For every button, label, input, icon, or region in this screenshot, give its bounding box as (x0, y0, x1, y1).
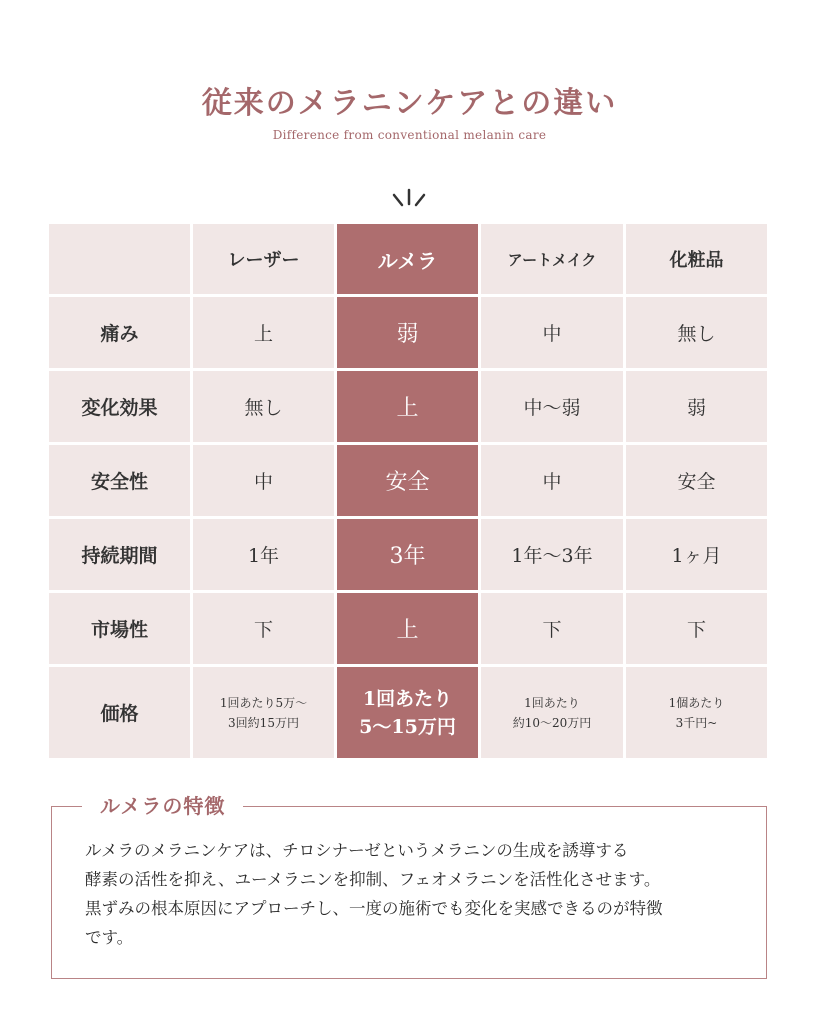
table-cell: 弱 (626, 371, 767, 442)
table-cell: 1年〜3年 (481, 519, 623, 590)
table-cell-highlight: 弱 (337, 297, 478, 368)
table-cell: 無し (193, 371, 334, 442)
table-cell: 安全 (626, 445, 767, 516)
table-cell-highlight: 上 (337, 371, 478, 442)
table-cell-price: 1個あたり 3千円~ (626, 667, 767, 758)
table-cell: 1年 (193, 519, 334, 590)
table-cell: 中〜弱 (481, 371, 623, 442)
table-corner-cell (49, 224, 190, 294)
table-cell: 中 (481, 445, 623, 516)
row-header-pain: 痛み (49, 297, 190, 368)
feature-description: ルメラのメラニンケアは、チロシナーゼというメラニンの生成を誘導する 酵素の活性を抑え、ユーメラニンを抑制、フェオメラニンを活性化させます。 黒ずみの根本原因にアプローチし、一度の施術でも変化を実感できるのが特徴 です。 (85, 841, 663, 947)
column-header-lumera: ルメラ (337, 224, 478, 294)
table-cell-price-highlight: 1回あたり 5〜15万円 (337, 667, 478, 758)
row-header-safety: 安全性 (49, 445, 190, 516)
table-cell: 中 (193, 445, 334, 516)
comparison-table (49, 224, 767, 758)
table-cell-price: 1回あたり 約10〜20万円 (481, 667, 623, 758)
row-header-duration: 持続期間 (49, 519, 190, 590)
page-title: 従来のメラニンケアとの違い (201, 86, 618, 121)
page-subtitle: Difference from conventional melanin care (272, 128, 547, 142)
table-cell: 下 (626, 593, 767, 664)
column-header-laser: レーザー (193, 224, 334, 294)
table-cell: 中 (481, 297, 623, 368)
table-cell-price: 1回あたり5万〜 3回約15万円 (193, 667, 334, 758)
table-cell: 下 (193, 593, 334, 664)
table-cell: 1ヶ月 (626, 519, 767, 590)
row-header-price: 価格 (49, 667, 190, 758)
row-header-effect: 変化効果 (49, 371, 190, 442)
table-cell: 上 (193, 297, 334, 368)
row-header-marketability: 市場性 (49, 593, 190, 664)
table-cell-highlight: 安全 (337, 445, 478, 516)
column-header-cosmetics: 化粧品 (626, 224, 767, 294)
feature-title: ルメラの特徴 (82, 790, 243, 819)
table-cell-highlight: 上 (337, 593, 478, 664)
column-header-artmake: アートメイク (481, 224, 623, 294)
table-cell: 下 (481, 593, 623, 664)
sparkle-icon (386, 187, 432, 213)
table-cell-highlight: 3年 (337, 519, 478, 590)
table-cell: 無し (626, 297, 767, 368)
